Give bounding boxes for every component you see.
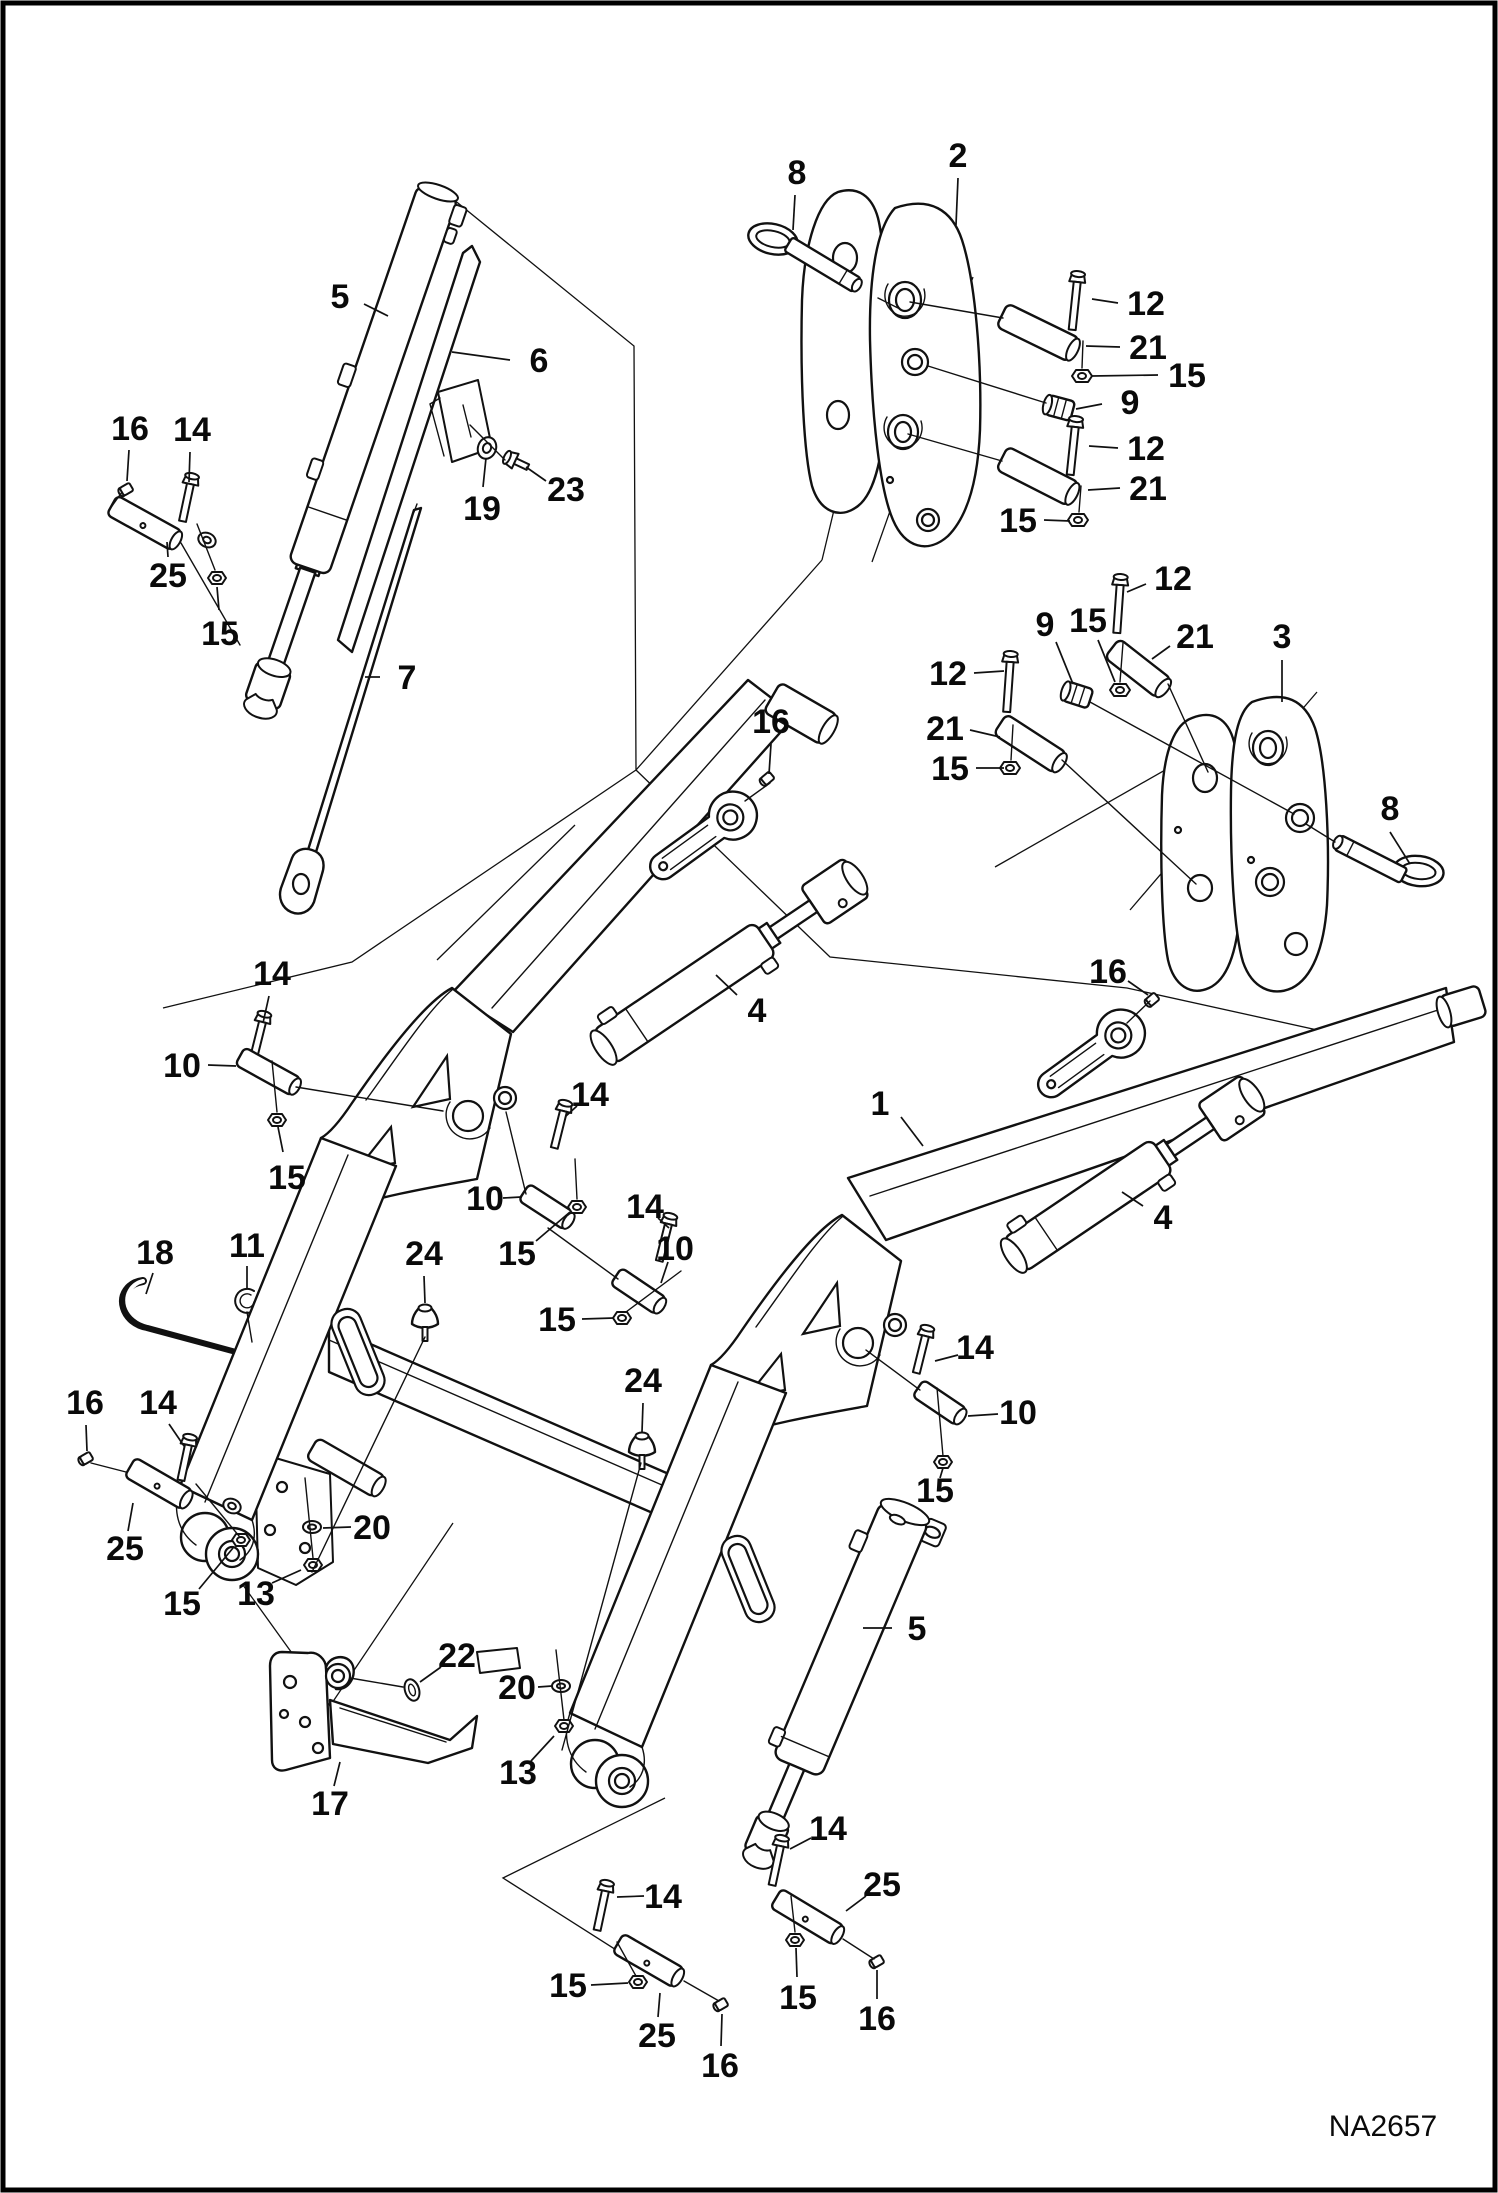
callout-number-36: 10 [466, 1180, 504, 1218]
callout-number-63: 14 [644, 1878, 682, 1916]
callout-number-19: 9 [1035, 606, 1055, 644]
attachment-bracket-upper [801, 190, 980, 546]
callout-number-15: 25 [149, 557, 187, 595]
callout-number-39: 10 [656, 1230, 694, 1268]
callout-leader-61 [796, 1948, 797, 1977]
callout-number-27: 16 [1089, 953, 1127, 991]
callout-number-14: 19 [463, 490, 501, 528]
callout-number-45: 11 [229, 1227, 265, 1265]
callout-number-47: 24 [624, 1362, 662, 1400]
callout-leader-46 [424, 1276, 425, 1303]
callout-number-16: 15 [201, 615, 239, 653]
callout-number-43: 15 [916, 1472, 954, 1510]
callout-number-62: 16 [858, 2000, 896, 2038]
callout-number-3: 21 [1129, 329, 1167, 367]
callout-number-12: 14 [173, 411, 211, 449]
callout-number-28: 16 [752, 703, 790, 741]
callout-number-35: 14 [571, 1076, 609, 1114]
callout-number-41: 14 [956, 1329, 994, 1367]
callout-number-22: 3 [1272, 618, 1292, 656]
callout-number-24: 21 [926, 710, 964, 748]
callout-leader-12 [189, 452, 190, 482]
callout-number-29: 4 [747, 992, 767, 1030]
callout-number-59: 14 [809, 1810, 847, 1848]
callout-leader-8 [1044, 520, 1070, 521]
callout-number-34: 4 [1153, 1199, 1173, 1237]
callout-number-8: 15 [999, 502, 1037, 540]
callout-number-57: 13 [499, 1754, 537, 1792]
callout-number-18: 12 [1154, 560, 1192, 598]
attachment-bracket-right [1161, 697, 1328, 991]
callout-number-30: 14 [253, 955, 291, 993]
callout-number-2: 12 [1127, 285, 1165, 323]
callout-leader-4 [1092, 375, 1158, 376]
callout-leader-36 [503, 1197, 521, 1198]
callout-number-61: 15 [779, 1979, 817, 2017]
callout-number-25: 15 [931, 750, 969, 788]
callout-leader-31 [208, 1065, 236, 1066]
callout-number-31: 10 [163, 1047, 201, 1085]
callout-number-40: 15 [538, 1301, 576, 1339]
callout-leader-40 [582, 1318, 614, 1319]
callout-number-37: 15 [498, 1235, 536, 1273]
callout-number-58: 5 [907, 1610, 927, 1648]
callout-number-10: 6 [529, 342, 549, 380]
callout-leader-47 [642, 1403, 643, 1432]
callout-number-60: 25 [863, 1866, 901, 1904]
callout-number-23: 12 [929, 655, 967, 693]
callout-number-26: 8 [1380, 790, 1400, 828]
callout-number-42: 10 [999, 1394, 1037, 1432]
callout-number-52: 13 [237, 1575, 275, 1613]
callout-number-1: 2 [948, 137, 968, 175]
callout-number-54: 22 [438, 1637, 476, 1675]
callout-number-11: 16 [111, 410, 149, 448]
callout-number-5: 9 [1120, 384, 1140, 422]
callout-number-17: 7 [397, 659, 417, 697]
callout-number-53: 20 [353, 1509, 391, 1547]
callout-number-51: 15 [163, 1585, 201, 1623]
callout-number-49: 14 [139, 1384, 177, 1422]
callout-leader-56 [538, 1686, 552, 1687]
callout-number-48: 16 [66, 1384, 104, 1422]
callout-number-4: 15 [1168, 357, 1206, 395]
callout-number-65: 25 [638, 2017, 676, 2055]
callout-leader-63 [617, 1896, 644, 1897]
callout-leader-53 [323, 1527, 351, 1528]
callout-number-38: 14 [626, 1188, 664, 1226]
callout-leader-15 [167, 542, 168, 557]
callout-number-20: 15 [1069, 602, 1107, 640]
callout-number-50: 25 [106, 1530, 144, 1568]
callout-number-7: 21 [1129, 470, 1167, 508]
callout-number-64: 15 [549, 1967, 587, 2005]
callout-number-46: 24 [405, 1235, 443, 1273]
callout-leader-48 [86, 1425, 87, 1451]
callout-number-33: 1 [870, 1085, 890, 1123]
callout-number-6: 12 [1127, 430, 1165, 468]
callout-number-44: 18 [136, 1234, 174, 1272]
drawing-number: NA2657 [1328, 2110, 1438, 2143]
callout-number-21: 21 [1176, 618, 1214, 656]
callout-number-66: 16 [701, 2047, 739, 2085]
callout-number-55: 17 [311, 1785, 349, 1823]
callout-number-0: 8 [787, 154, 807, 192]
callout-leader-66 [721, 2014, 722, 2046]
callout-leader-3 [1086, 346, 1120, 347]
callout-number-9: 5 [330, 278, 350, 316]
callout-number-13: 23 [547, 471, 585, 509]
callout-number-32: 15 [268, 1159, 306, 1197]
callout-number-56: 20 [498, 1669, 536, 1707]
